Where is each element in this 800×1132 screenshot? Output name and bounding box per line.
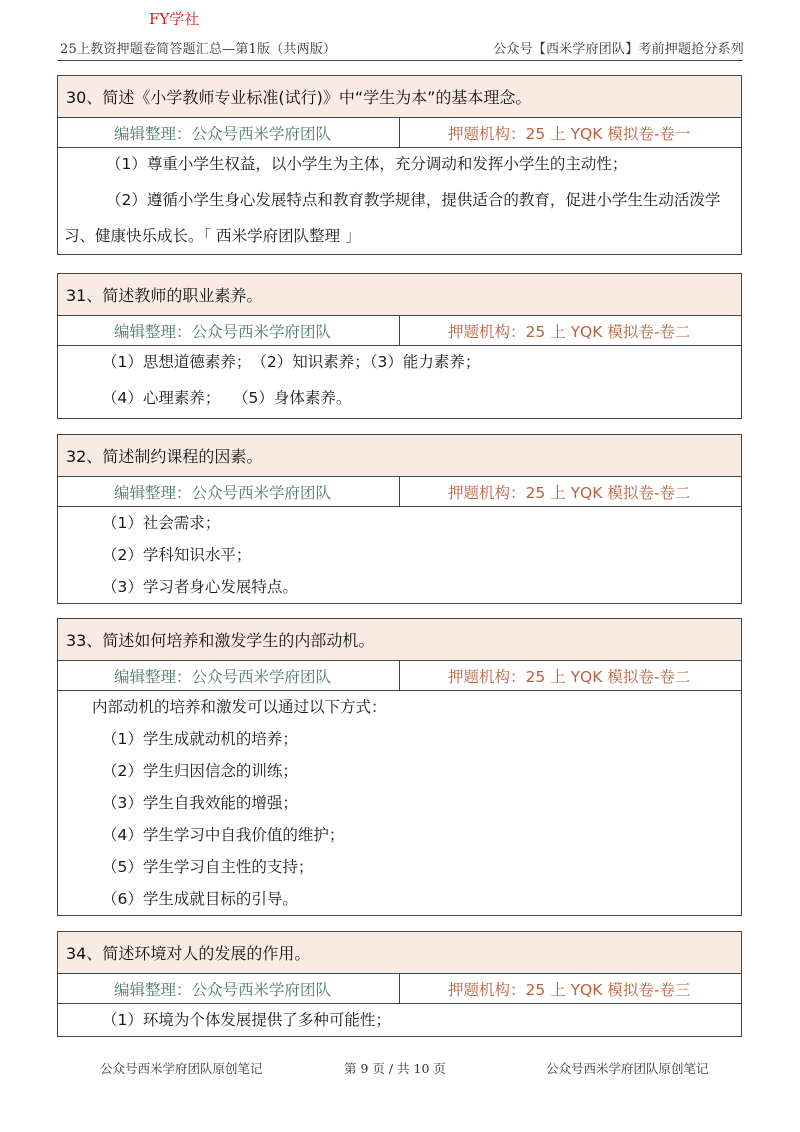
answer-body bbox=[58, 691, 741, 915]
question-32 bbox=[57, 434, 742, 604]
question-meta bbox=[58, 316, 741, 346]
answer-intro: 内部动机的培养和激发可以通过以下方式： bbox=[92, 698, 387, 716]
source-credit: 押题机构：25 上 YQK 模拟卷-卷二 bbox=[448, 322, 691, 341]
source-credit: 押题机构：25 上 YQK 模拟卷-卷二 bbox=[448, 483, 691, 502]
answer-body bbox=[58, 148, 741, 254]
header-right: 公众号【西米学府团队】考前押题抢分系列 bbox=[493, 42, 744, 57]
footer-right: 公众号西米学府团队原创笔记 bbox=[546, 1061, 709, 1076]
answer-line: （2）遵循小学生身心发展特点和教育教学规律，提供适合的教育，促进小学生生动活泼学 bbox=[106, 191, 721, 209]
editor-credit: 编辑整理：公众号西米学府团队 bbox=[58, 974, 400, 1003]
answer-line: （4）学生学习中自我价值的维护； bbox=[102, 826, 345, 844]
answer-line: （1）环境为个体发展提供了多种可能性； bbox=[102, 1011, 391, 1029]
answer-line: （1）学生成就动机的培养； bbox=[102, 730, 298, 748]
answer-body bbox=[58, 507, 741, 603]
editor-credit: 编辑整理：公众号西米学府团队 bbox=[58, 661, 400, 690]
answer-line: （2）学生归因信念的训练； bbox=[102, 762, 298, 780]
answer-line: （1）尊重小学生权益，以小学生为主体，充分调动和发挥小学生的主动性； bbox=[106, 155, 628, 173]
footer-left: 公众号西米学府团队原创笔记 bbox=[100, 1061, 263, 1076]
question-meta bbox=[58, 974, 741, 1004]
question-title: 31、简述教师的职业素养。 bbox=[58, 274, 741, 316]
question-31 bbox=[57, 273, 742, 419]
question-30 bbox=[57, 75, 742, 255]
answer-line: （3）学生自我效能的增强； bbox=[102, 794, 298, 812]
answer-line: 习、健康快乐成长。「 西米学府团队整理 」 bbox=[64, 227, 361, 245]
answer-line: （5）学生学习自主性的支持； bbox=[102, 858, 314, 876]
answer-body bbox=[58, 1004, 741, 1036]
question-meta bbox=[58, 118, 741, 148]
editor-credit: 编辑整理：公众号西米学府团队 bbox=[58, 118, 400, 147]
answer-line: （6）学生成就目标的引导。 bbox=[102, 890, 298, 908]
question-34 bbox=[57, 931, 742, 1037]
answer-body bbox=[58, 346, 741, 418]
answer-line: （4）心理素养； （5）身体素养。 bbox=[102, 389, 352, 407]
header-left: 25上教资押题卷简答题汇总—第1版（共两版） bbox=[60, 42, 337, 57]
question-meta bbox=[58, 661, 741, 691]
answer-line: （3）学习者身心发展特点。 bbox=[102, 578, 298, 596]
question-33 bbox=[57, 618, 742, 916]
answer-line: （2）学科知识水平； bbox=[102, 546, 252, 564]
watermark: FY学社 bbox=[149, 10, 200, 28]
source-credit: 押题机构：25 上 YQK 模拟卷-卷一 bbox=[448, 124, 691, 143]
editor-credit: 编辑整理：公众号西米学府团队 bbox=[58, 477, 400, 506]
editor-credit: 编辑整理：公众号西米学府团队 bbox=[58, 316, 400, 345]
answer-line: （1）社会需求； bbox=[102, 514, 221, 532]
source-credit: 押题机构：25 上 YQK 模拟卷-卷三 bbox=[448, 980, 691, 999]
question-title: 32、简述制约课程的因素。 bbox=[58, 435, 741, 477]
question-title: 30、简述《小学教师专业标准(试行)》中“学生为本”的基本理念。 bbox=[58, 76, 741, 118]
question-title: 34、简述环境对人的发展的作用。 bbox=[58, 932, 741, 974]
source-credit: 押题机构：25 上 YQK 模拟卷-卷二 bbox=[448, 667, 691, 686]
answer-line: （1）思想道德素养； （2）知识素养；（3）能力素养； bbox=[102, 353, 481, 371]
header-divider bbox=[57, 60, 743, 61]
question-meta bbox=[58, 477, 741, 507]
question-title: 33、简述如何培养和激发学生的内部动机。 bbox=[58, 619, 741, 661]
page-number: 第 9 页 / 共 10 页 bbox=[344, 1061, 446, 1076]
